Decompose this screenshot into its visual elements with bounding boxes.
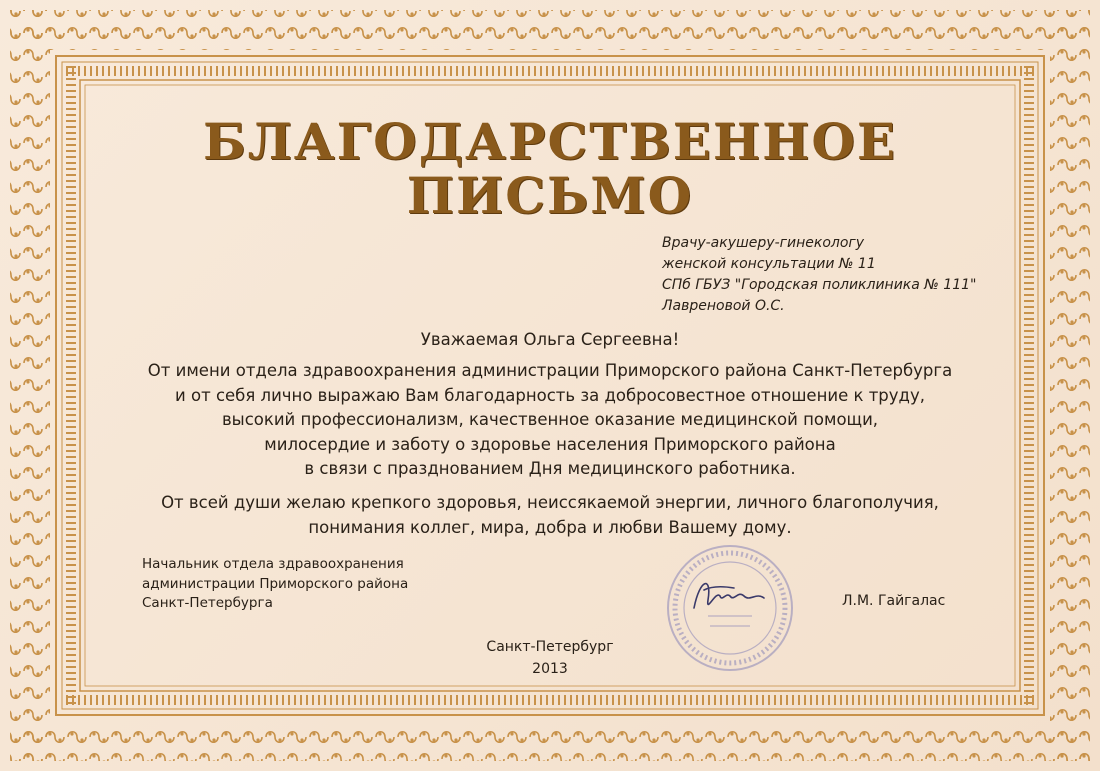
salutation: Уважаемая Ольга Сергеевна! [420, 330, 680, 349]
body-line: От имени отдела здравоохранения администрации Приморского района Санкт-Петербурга [147, 361, 953, 380]
body-paragraph-1 [0, 359, 1100, 482]
body-line: милосердие и заботу о здоровье населения Приморского района [264, 434, 836, 454]
addressee-line: Лавреновой О.С. [662, 298, 785, 314]
body-line: и от себя лично выражаю Вам благодарность за добросовестное отношение к труду, [175, 385, 925, 405]
title-line-1: БЛАГОДАРСТВЕННОЕ [202, 112, 898, 171]
city: Санкт-Петербург [486, 639, 614, 655]
place-and-year [0, 636, 1100, 680]
signatory-name: Л.М. Гайгалас [842, 593, 946, 609]
body-line: в связи с празднованием Дня медицинского работника. [304, 459, 796, 478]
body-line: высокий профессионализм, качественное оказание медицинской помощи, [221, 410, 879, 429]
addressee-line: СПб ГБУЗ "Городская поликлиника № 111" [662, 277, 977, 293]
body-line: понимания коллег, мира, добра и любви Вашему дому. [308, 517, 792, 537]
signatory-position [142, 555, 408, 614]
addressee-line: Врачу-акушеру-гинекологу [662, 235, 865, 251]
addressee-block [662, 233, 976, 317]
signatory-position-line: администрации Приморского района [142, 575, 409, 592]
signatory-position-line: Начальник отдела здравоохранения [142, 556, 404, 572]
signatory-position-line: Санкт-Петербурга [142, 595, 273, 611]
body-paragraph-2 [0, 491, 1100, 540]
addressee-line: женской консультации № 11 [662, 256, 876, 272]
body-line: От всей души желаю крепкого здоровья, неиссякаемой энергии, личного благополучия, [161, 493, 939, 512]
title-line-2: ПИСЬМО [406, 166, 694, 225]
year: 2013 [532, 661, 568, 677]
handwritten-signature [694, 584, 764, 608]
